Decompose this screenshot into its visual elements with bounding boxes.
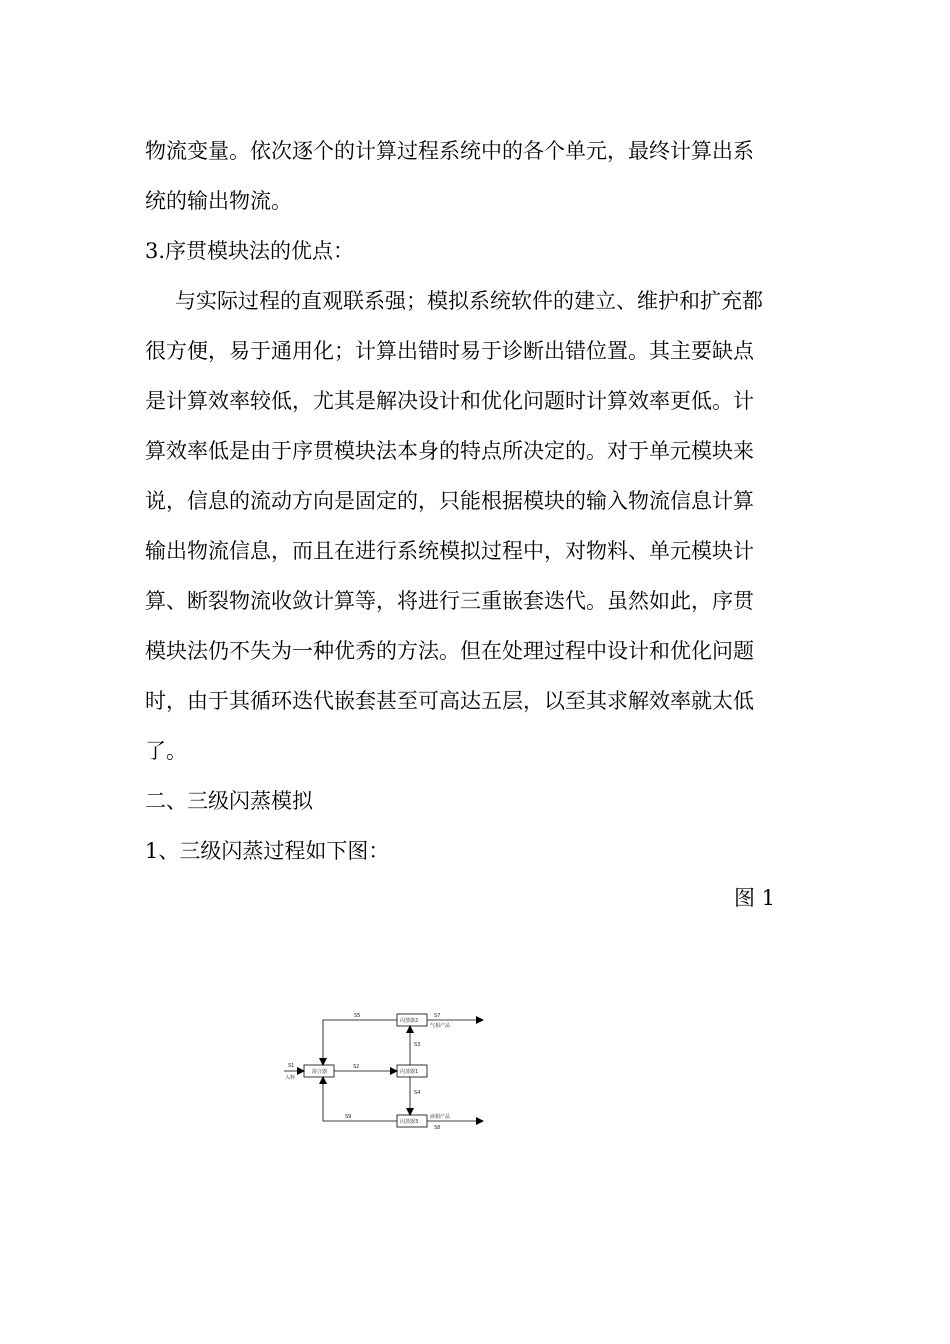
paragraph-line-2: 统的输出物流。: [145, 189, 292, 213]
paragraph-line-5: 很方便，易于通用化；计算出错时易于诊断出错位置。其主要缺点: [145, 339, 754, 363]
paragraph-line-7: 算效率低是由于序贯模块法本身的特点所决定的。对于单元模块来: [145, 439, 754, 463]
stream-s8-note: 液相产品: [430, 1114, 451, 1120]
subsection-heading-process: 1、三级闪蒸过程如下图：: [145, 839, 390, 863]
flash1-label: 闪蒸器1: [400, 1069, 419, 1075]
paragraph-line-8: 说，信息的流动方向是固定的，只能根据模块的输入物流信息计算: [145, 489, 754, 513]
paragraph-line-1: 物流变量。依次逐个的计算过程系统中的各个单元，最终计算出系: [145, 139, 754, 163]
flash1-box: [397, 1065, 427, 1077]
flash3-box: [397, 1115, 427, 1127]
stream-s7-note: 气相产品: [430, 1023, 451, 1029]
stream-s7-label: S7: [434, 1013, 441, 1019]
stream-s9-line: [323, 1077, 397, 1121]
section-heading-flash: 二、三级闪蒸模拟: [145, 789, 313, 813]
paragraph-line-12: 时，由于其循环迭代嵌套甚至可高达五层，以至其求解效率就太低: [145, 689, 754, 713]
mixer-box: [304, 1065, 334, 1077]
stream-s8-label: S8: [434, 1125, 441, 1131]
stream-s2-label: S2: [353, 1064, 360, 1070]
stream-s3-label: S3: [414, 1042, 421, 1048]
stream-s5-line: [323, 1020, 397, 1065]
paragraph-line-11: 模块法仍不失为一种优秀的方法。但在处理过程中设计和优化问题: [145, 639, 754, 663]
flash3-label: 闪蒸器3: [400, 1119, 419, 1125]
paragraph-line-6: 是计算效率较低，尤其是解决设计和优化问题时计算效率更低。计: [145, 389, 754, 413]
figure-label: 图 1: [734, 886, 776, 910]
paragraph-line-13: 了。: [145, 739, 187, 763]
stream-s4-label: S4: [414, 1090, 421, 1096]
stream-s1-label: S1: [288, 1063, 295, 1069]
paragraph-line-4: 与实际过程的直观联系强；模拟系统软件的建立、维护和扩充都: [175, 289, 763, 313]
paragraph-line-10: 算、断裂物流收敛计算等，将进行三重嵌套迭代。虽然如此，序贯: [145, 589, 754, 613]
mixer-label: 混合器: [312, 1069, 328, 1075]
section-heading-advantages: 3.序贯模块法的优点：: [145, 239, 355, 263]
flash2-box: [397, 1014, 427, 1026]
flash2-label: 闪蒸器2: [400, 1018, 419, 1024]
stream-s9-label: S9: [345, 1114, 352, 1120]
paragraph-line-9: 输出物流信息，而且在进行系统模拟过程中，对物料、单元模块计: [145, 539, 754, 563]
stream-s5-label: S5: [354, 1013, 361, 1019]
stream-s1-note: 入料: [285, 1075, 296, 1081]
